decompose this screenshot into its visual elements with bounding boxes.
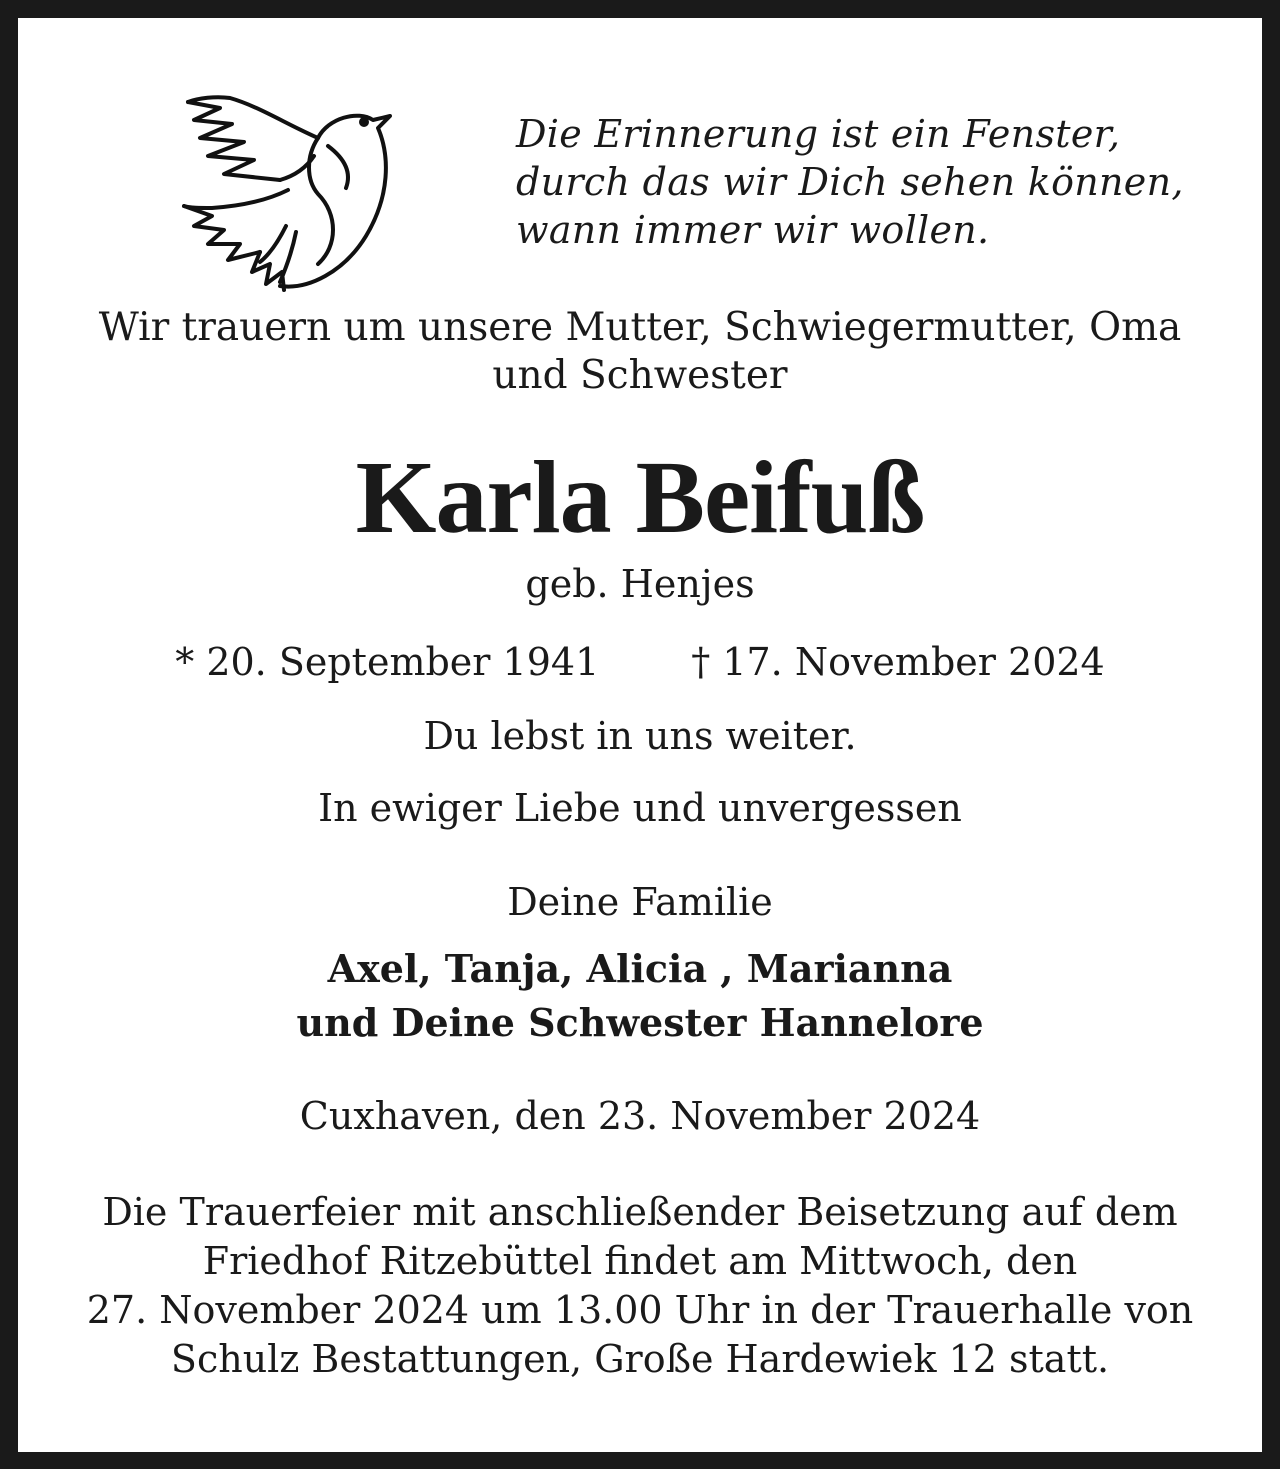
funeral-info-line: Die Trauerfeier mit anschließender Beisetzung auf dem [102, 1190, 1178, 1234]
intro-line: und Schwester [492, 353, 788, 398]
birth-name: geb. Henjes [525, 562, 755, 606]
quote-line: wann immer wir wollen. [516, 208, 990, 252]
life-dates [18, 638, 1262, 686]
funeral-info [18, 1188, 1262, 1384]
place-date: Cuxhaven, den 23. November 2024 [299, 1094, 981, 1138]
dove-icon [168, 76, 408, 298]
motto-text: Du lebst in uns weiter. [423, 714, 857, 758]
family-names-sibling: und Deine Schwester Hannelore [296, 1000, 984, 1045]
birth-date: * 20. September 1941 [175, 640, 600, 684]
obituary-card [18, 18, 1262, 1452]
quote-line: Die Erinnerung ist ein Fenster, [516, 112, 1121, 156]
family-names: Axel, Tanja, Alicia , Marianna [327, 946, 953, 991]
death-date: † 17. November 2024 [691, 640, 1105, 684]
family-label: Deine Familie [507, 880, 773, 924]
intro-line: Wir trauern um unsere Mutter, Schwiegermutter, Oma [98, 305, 1182, 350]
intro-text [18, 304, 1262, 400]
memorial-quote [516, 110, 1184, 254]
deceased-name: Karla Beifuß [355, 440, 925, 555]
funeral-info-line: 27. November 2024 um 13.00 Uhr in der Trauerhalle von [86, 1288, 1194, 1332]
funeral-info-line: Schulz Bestattungen, Große Hardewiek 12 statt. [170, 1337, 1110, 1381]
quote-line: durch das wir Dich sehen können, [516, 160, 1184, 204]
love-text: In ewiger Liebe und unvergessen [318, 786, 962, 830]
funeral-info-line: Friedhof Ritzebüttel findet am Mittwoch, den [202, 1239, 1078, 1283]
